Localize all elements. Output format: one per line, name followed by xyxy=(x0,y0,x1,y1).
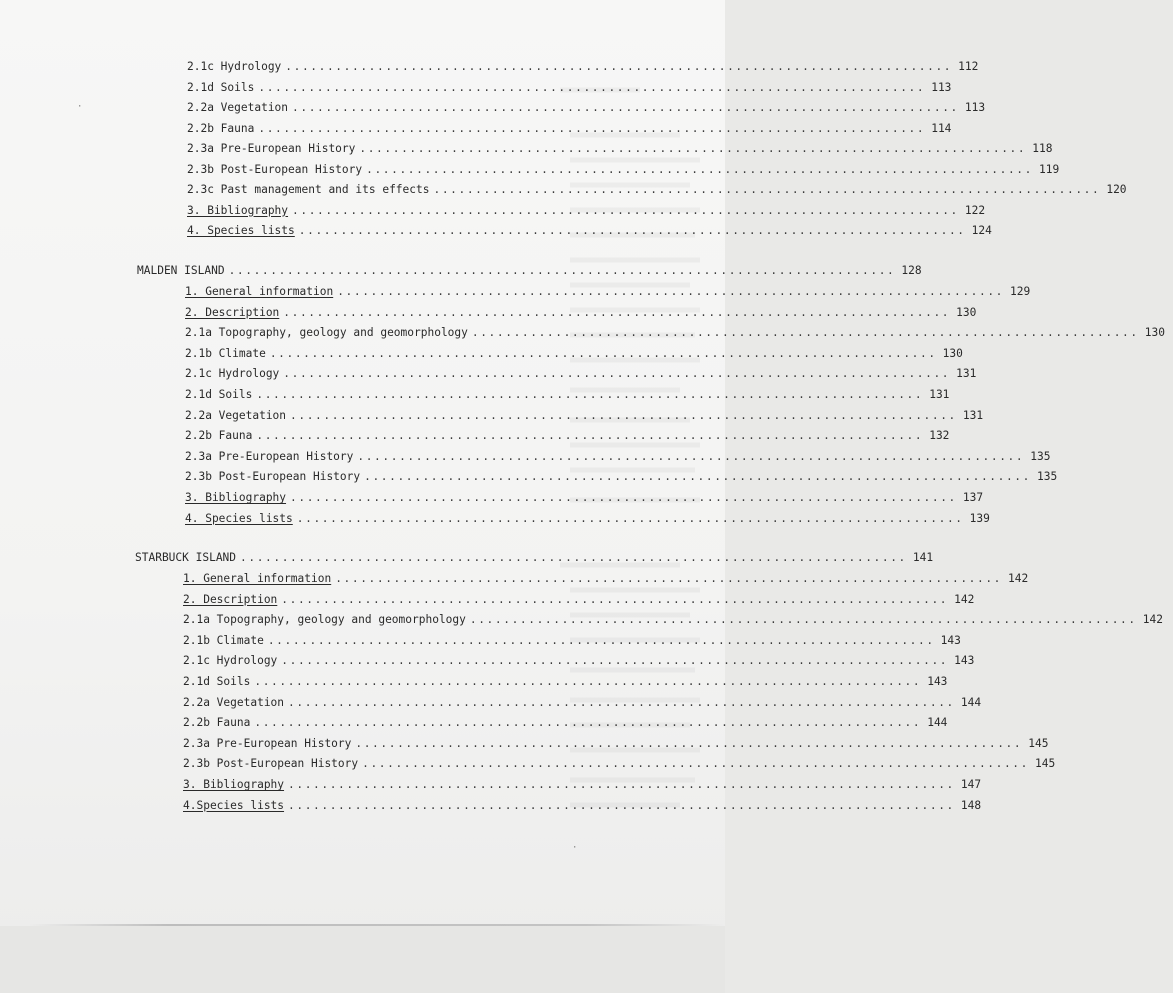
toc-entry xyxy=(185,449,1051,466)
page-number: 143 xyxy=(927,675,948,688)
toc-entry xyxy=(185,326,1165,342)
toc-entry xyxy=(185,511,990,528)
dot-leader: ................................................................................ xyxy=(290,408,957,422)
dot-leader: ................................................................................ xyxy=(335,572,1003,585)
page-number: 135 xyxy=(1030,449,1051,463)
page-number: 144 xyxy=(960,695,982,709)
entry-title: 4.Species lists xyxy=(183,798,285,812)
page-number: 118 xyxy=(1032,142,1053,155)
toc-entry xyxy=(185,346,963,363)
dot-leader: ................................................................................ xyxy=(283,367,951,381)
entry-title: 2.2b Fauna xyxy=(183,716,251,730)
entry-title: 2.1a Topography, geology and geomorphology xyxy=(183,613,466,627)
dot-leader: ................................................................................ xyxy=(258,80,926,94)
page-number: 148 xyxy=(960,798,982,812)
page-number: 124 xyxy=(971,224,992,237)
stray-mark: · xyxy=(77,102,83,112)
entry-title: 2.1b Climate xyxy=(183,633,264,647)
toc-entry xyxy=(185,305,977,322)
dot-leader: ................................................................................ xyxy=(267,633,935,647)
toc-entry xyxy=(183,716,948,732)
entry-title: 2.3a Pre-European History xyxy=(185,449,354,463)
dot-leader: ................................................................................ xyxy=(471,326,1139,340)
entry-title: STARBUCK ISLAND xyxy=(135,551,237,564)
toc-entry xyxy=(187,142,1053,158)
toc-entry xyxy=(187,203,986,220)
toc-entry xyxy=(187,162,1060,179)
dot-leader: ................................................................................ xyxy=(292,101,959,114)
page-number: 128 xyxy=(901,264,922,277)
entry-title: 2.2a Vegetation xyxy=(185,408,287,422)
dot-leader: ................................................................................ xyxy=(254,716,922,730)
entry-title: 2.3b Post-European History xyxy=(185,470,361,484)
dot-leader: ................................................................................ xyxy=(288,695,955,709)
dot-leader: ................................................................................ xyxy=(359,142,1027,155)
page-number: 130 xyxy=(942,346,963,360)
entry-title: 2.2a Vegetation xyxy=(183,695,285,709)
page-number: 141 xyxy=(912,551,934,564)
dot-leader: ................................................................................ xyxy=(355,736,1023,750)
page-number: 129 xyxy=(1010,285,1031,298)
entry-title: 2.3b Post-European History xyxy=(187,162,363,176)
toc-entry xyxy=(185,367,977,383)
dot-leader: ................................................................................ xyxy=(298,224,966,237)
dot-leader: ................................................................................ xyxy=(433,183,1101,196)
dot-leader: ................................................................................ xyxy=(283,305,951,319)
entry-title: 2.1c Hydrology xyxy=(183,654,278,668)
entry-title: 2.2b Fauna xyxy=(187,121,255,135)
page-number: 143 xyxy=(940,633,961,647)
page-number: 147 xyxy=(960,778,982,791)
toc-entry xyxy=(185,408,984,425)
page-number: 113 xyxy=(931,80,952,94)
dot-leader: ................................................................................ xyxy=(290,491,957,504)
dot-leader: ................................................................................ xyxy=(240,551,907,564)
toc-entry xyxy=(187,121,952,138)
page-number: 145 xyxy=(1028,736,1049,750)
dot-leader: ................................................................................ xyxy=(281,592,949,606)
entry-title: 2.3a Pre-European History xyxy=(183,736,352,750)
page-number: 122 xyxy=(964,203,986,217)
stray-mark: · xyxy=(572,843,578,853)
page-number: 131 xyxy=(929,388,950,401)
toc-entry xyxy=(185,429,950,445)
dot-leader: ................................................................................ xyxy=(288,778,955,791)
dot-leader: ................................................................................ xyxy=(362,757,1029,771)
dot-leader: ................................................................................ xyxy=(256,429,924,443)
page-number: 142 xyxy=(954,592,975,606)
dot-leader: ................................................................................ xyxy=(366,162,1033,176)
page-number: 145 xyxy=(1034,757,1056,771)
dot-leader: ................................................................................ xyxy=(357,449,1025,463)
entry-title: 2.3c Past management and its effects xyxy=(187,183,430,196)
page-number: 130 xyxy=(1144,326,1165,340)
dot-leader: ................................................................................ xyxy=(256,388,924,401)
toc-entry xyxy=(187,183,1127,199)
page-number: 112 xyxy=(958,60,979,73)
page-number: 114 xyxy=(931,121,952,135)
dot-leader: ................................................................................ xyxy=(292,203,959,217)
page-number: 142 xyxy=(1008,572,1029,585)
toc-entry xyxy=(185,388,950,404)
entry-title: 2.2b Fauna xyxy=(185,429,253,443)
page-edge xyxy=(28,924,725,926)
toc-entry xyxy=(183,778,982,794)
entry-title: 4. Species lists xyxy=(187,224,295,237)
dot-leader: ................................................................................ xyxy=(281,654,949,668)
dot-leader: ................................................................................ xyxy=(364,470,1031,484)
dot-leader: ................................................................................ xyxy=(258,121,926,135)
entry-title: 2.2a Vegetation xyxy=(187,101,289,114)
entry-title: MALDEN ISLAND xyxy=(137,264,225,277)
toc-entry xyxy=(183,613,1163,629)
page-number: 137 xyxy=(962,491,984,504)
toc-entry xyxy=(187,224,992,240)
entry-title: 2.1d Soils xyxy=(187,80,255,94)
section-heading-malden xyxy=(137,264,922,280)
dot-leader: ................................................................................ xyxy=(269,346,937,360)
toc-entry xyxy=(187,60,979,76)
toc-entry xyxy=(187,101,986,117)
dot-leader: ................................................................................ xyxy=(469,613,1137,627)
dot-leader: ................................................................................ xyxy=(254,675,922,688)
entry-title: 2.3a Pre-European History xyxy=(187,142,356,155)
scan-background xyxy=(0,926,725,993)
entry-title: 2.1a Topography, geology and geomorphology xyxy=(185,326,468,340)
entry-title: 2.1d Soils xyxy=(183,675,251,688)
toc-entry xyxy=(185,491,984,507)
page-number: 119 xyxy=(1038,162,1060,176)
toc-entry xyxy=(183,633,961,650)
entry-title: 2.1b Climate xyxy=(185,346,266,360)
page-number: 131 xyxy=(956,367,977,381)
page-number: 130 xyxy=(956,305,977,319)
dot-leader: ................................................................................ xyxy=(296,511,964,525)
entry-title: 2.1c Hydrology xyxy=(187,60,282,73)
dot-leader: ................................................................................ xyxy=(337,285,1005,298)
section-heading-starbuck xyxy=(135,551,934,567)
entry-title: 4. Species lists xyxy=(185,511,293,525)
page-number: 139 xyxy=(969,511,990,525)
toc-entry xyxy=(183,592,975,609)
toc-entry xyxy=(187,80,952,97)
page-number: 144 xyxy=(927,716,948,730)
entry-title: 3. Bibliography xyxy=(183,778,285,791)
entry-title: 2. Description xyxy=(185,305,280,319)
dot-leader: ................................................................................ xyxy=(285,60,953,73)
dot-leader: ................................................................................ xyxy=(228,264,896,277)
dot-leader: ................................................................................ xyxy=(288,798,955,812)
toc-entry xyxy=(183,572,1029,588)
toc-entry xyxy=(185,285,1031,301)
toc-entry xyxy=(183,695,982,712)
entry-title: 3. Bibliography xyxy=(185,491,287,504)
page-number: 142 xyxy=(1142,613,1163,627)
page-number: 113 xyxy=(964,101,986,114)
page-number: 135 xyxy=(1036,470,1058,484)
page-number: 120 xyxy=(1106,183,1127,196)
entry-title: 3. Bibliography xyxy=(187,203,289,217)
toc-entry xyxy=(183,675,948,691)
entry-title: 2.3b Post-European History xyxy=(183,757,359,771)
entry-title: 2.1c Hydrology xyxy=(185,367,280,381)
toc-entry xyxy=(183,798,982,815)
entry-title: 1. General information xyxy=(185,285,334,298)
page-number: 131 xyxy=(962,408,984,422)
toc-entry xyxy=(183,654,975,670)
toc-entry xyxy=(183,757,1056,773)
entry-title: 2. Description xyxy=(183,592,278,606)
page-number: 132 xyxy=(929,429,950,443)
toc-entry xyxy=(185,470,1058,486)
entry-title: 2.1d Soils xyxy=(185,388,253,401)
page-number: 143 xyxy=(954,654,975,668)
toc-entry xyxy=(183,736,1049,753)
entry-title: 1. General information xyxy=(183,572,332,585)
